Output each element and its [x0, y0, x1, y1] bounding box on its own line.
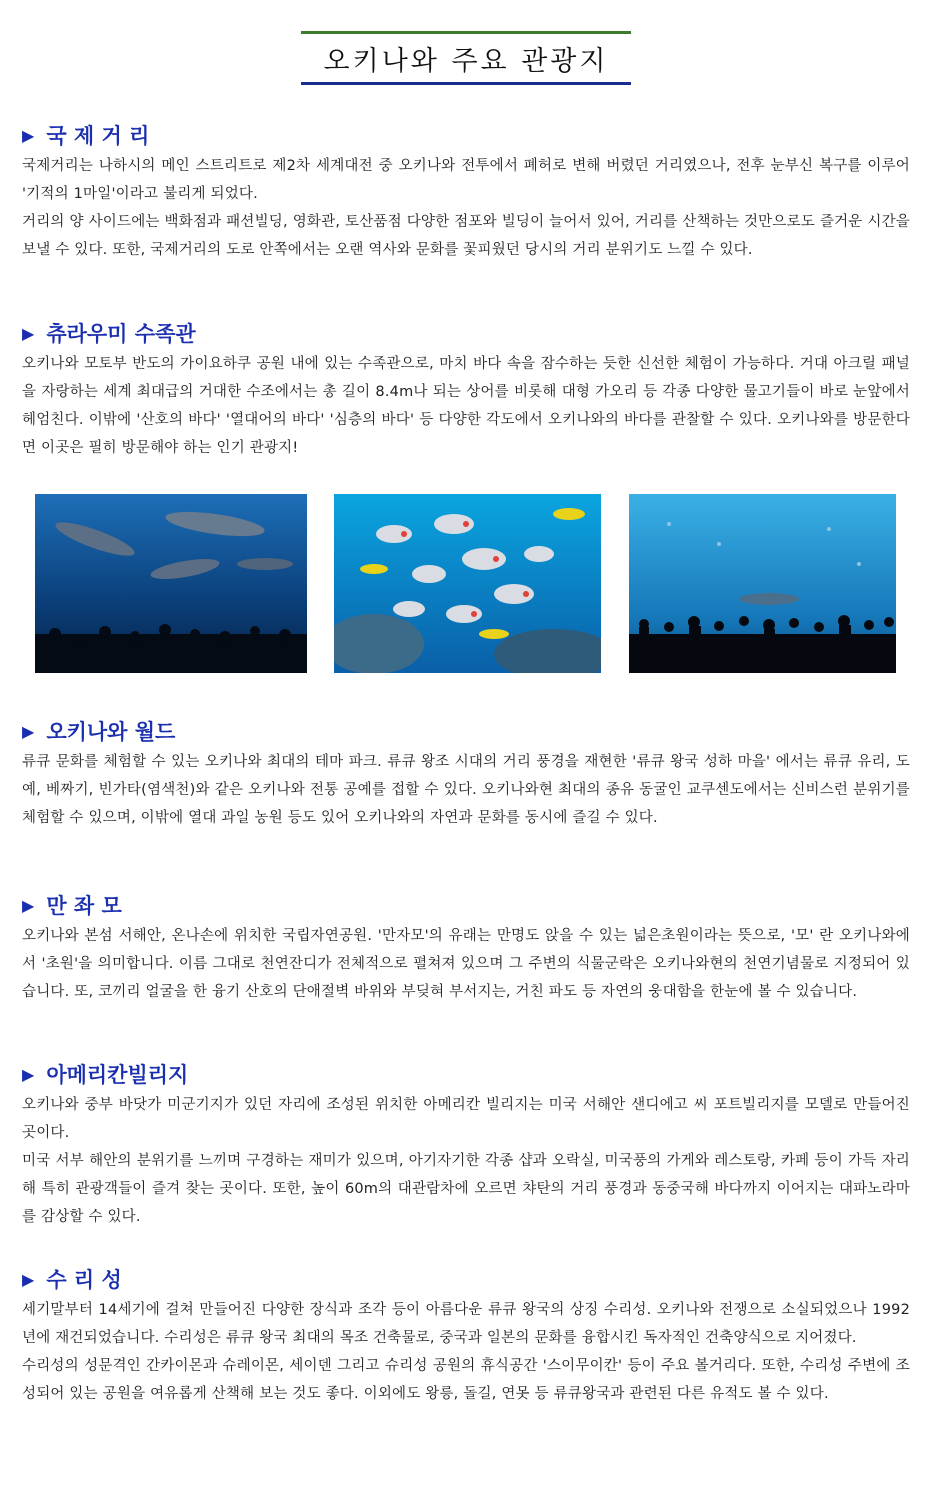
page-title: 오키나와 주요 관광지 — [323, 45, 609, 77]
section-paragraph: 오키나와 모토부 반도의 가이요하쿠 공원 내에 있는 수족관으로, 마치 바다 속을 잠수하는 듯한 신선한 체험이 가능하다. 거대 아크릴 패널을 자랑하는 세계 최대급의 거대한 수조에서는 총 길이 8.4m나 되는 상어를 비롯해 대형 가오리 등 각종 다양한 물고기들이 바로 눈앞에서 헤엄친다. 이밖에 '산호의 바다' '열대어의 바다' '심층의 바다' 등 다양한 각도에서 오키나와의 바다를 관찰할 수 있다. 오키나와를 방문한다면 이곳은 필히 방문해야 하는 인기 관광지! — [22, 356, 910, 456]
tropical-fish-photo — [334, 494, 601, 673]
section-heading-text: 오키나와 월드 — [46, 720, 176, 744]
triangle-marker-icon: ▶ — [22, 1269, 35, 1289]
whale-shark-tank-photo — [35, 494, 307, 673]
section-heading-text: 만 좌 모 — [46, 894, 122, 918]
section-paragraph: 오키나와 중부 바닷가 미군기지가 있던 자리에 조성된 위치한 아메리칸 빌리지는 미국 서해안 샌디에고 씨 포트빌리지를 모델로 만들어진 곳이다. — [22, 1097, 910, 1141]
section-paragraph: 오키나와 본섬 서해안, 온나손에 위치한 국립자연공원. '만자모'의 유래는 만명도 앉을 수 있는 넓은초원이라는 뜻으로, '모' 란 오키나와에서 '초원'을 의미합니다. 이름 그대로 천연잔디가 전체적으로 펼쳐져 있으며 그 주변의 식물군락은 오키나와현의 천연기념물로 지정되어 있습니다. 또, 코끼리 얼굴을 한 융기 산호의 단애절벽 바위와 부딪혀 부서지는, 거친 파도 등 자연의 웅대함을 한눈에 볼 수 있습니다. — [22, 928, 910, 1000]
section-heading-text: 수 리 성 — [46, 1268, 122, 1292]
section-heading — [22, 1262, 910, 1296]
section-international-street — [22, 118, 910, 264]
section-american-village — [22, 1057, 910, 1231]
section-heading-text: 아메리칸빌리지 — [46, 1063, 189, 1087]
section-paragraph: 류큐 문화를 체험할 수 있는 오키나와 최대의 테마 파크. 류큐 왕조 시대의 거리 풍경을 재현한 '류큐 왕국 성하 마을' 에서는 류큐 유리, 도예, 베짜기, 빈가타(염색천)와 같은 오키나와 전통 공예를 접할 수 있다. 오키나와현 최대의 종유 동굴인 교쿠센도에서는 신비스런 분위기를 체험할 수 있으며, 이밖에 열대 과일 농원 등도 있어 오키나와의 자연과 문화를 동시에 즐길 수 있다. — [22, 754, 910, 826]
section-shuri-castle — [22, 1262, 910, 1408]
triangle-marker-icon: ▶ — [22, 125, 35, 145]
section-paragraph: 국제거리는 나하시의 메인 스트리트로 제2차 세계대전 중 오키나와 전투에서 폐허로 변해 버렸던 거리였으나, 전후 눈부신 복구를 이루어 '기적의 1마일'이라고 불리게 되었다. — [22, 158, 910, 202]
page-title-box — [301, 31, 631, 85]
section-heading — [22, 888, 910, 922]
triangle-marker-icon: ▶ — [22, 1064, 35, 1084]
section-heading — [22, 316, 910, 350]
section-heading-text: 국 제 거 리 — [46, 124, 150, 148]
section-heading-text: 츄라우미 수족관 — [46, 322, 196, 346]
triangle-marker-icon: ▶ — [22, 721, 35, 741]
section-okinawa-world — [22, 714, 910, 832]
aquarium-silhouette-photo — [629, 494, 896, 673]
section-paragraph: 세기말부터 14세기에 걸쳐 만들어진 다양한 장식과 조각 등이 아름다운 류큐 왕국의 상징 수리성. 오키나와 전쟁으로 소실되었으나 1992년에 재건되었습니다. 수리성은 류큐 왕국 최대의 목조 건축물로, 중국과 일본의 문화를 융합시킨 독자적인 건축양식으로 지어졌다. — [22, 1302, 910, 1346]
section-paragraph: 수리성의 성문격인 간카이몬과 슈레이몬, 세이덴 그리고 슈리성 공원의 휴식공간 '스이무이칸' 등이 주요 볼거리다. 또한, 수리성 주변에 조성되어 있는 공원을 여유롭게 산책해 보는 것도 좋다. 이외에도 왕릉, 돌길, 연못 등 류큐왕국과 관련된 다른 유적도 볼 수 있다. — [22, 1358, 910, 1402]
triangle-marker-icon: ▶ — [22, 323, 35, 343]
section-churaumi-aquarium — [22, 316, 910, 462]
section-heading — [22, 1057, 910, 1091]
section-manzamo — [22, 888, 910, 1006]
section-heading — [22, 118, 910, 152]
triangle-marker-icon: ▶ — [22, 895, 35, 915]
section-paragraph: 미국 서부 해안의 분위기를 느끼며 구경하는 재미가 있으며, 아기자기한 각종 샵과 오락실, 미국풍의 가게와 레스토랑, 카페 등이 가득 자리해 특히 관광객들이 즐겨 찾는 곳이다. 또한, 높이 60m의 대관람차에 오르면 챠탄의 거리 풍경과 동중국해 바다까지 이어지는 대파노라마를 감상할 수 있다. — [22, 1153, 910, 1225]
section-heading — [22, 714, 910, 748]
section-paragraph: 거리의 양 사이드에는 백화점과 패션빌딩, 영화관, 토산품점 다양한 점포와 빌딩이 늘어서 있어, 거리를 산책하는 것만으로도 즐거운 시간을 보낼 수 있다. 또한, 국제거리의 도로 안쪽에서는 오랜 역사와 문화를 꽃피웠던 당시의 거리 분위기도 느낄 수 있다. — [22, 214, 910, 258]
